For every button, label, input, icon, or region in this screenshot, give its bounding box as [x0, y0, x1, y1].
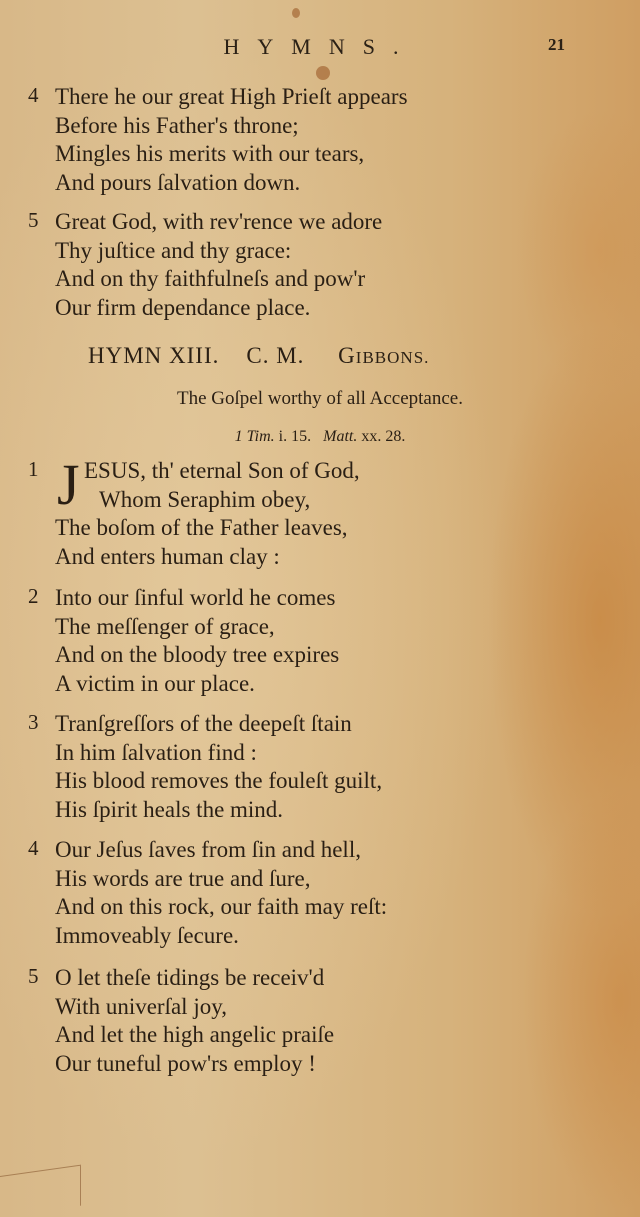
hymn-subtitle: The Goſpel worthy of all Acceptance.: [177, 388, 463, 409]
stanza-1: [28, 452, 360, 571]
author-initial: G: [338, 343, 356, 368]
hymn-number: HYMN XIII.: [88, 343, 220, 368]
scripture-book: Matt.: [323, 428, 358, 445]
verse-line: In him ſalvation find :: [55, 739, 257, 765]
verse-line: And let the high angelic praiſe: [55, 1022, 335, 1047]
scripture-references: [0, 428, 640, 446]
hymn-title: [88, 343, 429, 369]
torn-page-corner: [0, 1165, 81, 1217]
ink-stain: [316, 66, 330, 80]
stanza-prev-4: [28, 83, 408, 197]
verse-line: Our Jeſus ſaves from ſin and hell,: [55, 837, 361, 862]
hymn-meter: C. M.: [246, 343, 305, 368]
verse-line: The boſom of the Father leaves,: [55, 515, 348, 540]
verse-line: The meſſenger of grace,: [55, 613, 275, 639]
stanza-number: 4: [28, 836, 39, 860]
verse-line: Our tuneful pow'rs employ !: [55, 1050, 316, 1076]
stanza-4: [28, 836, 387, 950]
verse-line: Into our ſinful world he comes: [55, 585, 336, 610]
stanza-2: [28, 584, 339, 698]
running-head: HYMNS.: [223, 34, 417, 59]
stanza-number: 2: [28, 584, 39, 608]
verse-line: And enters human clay :: [55, 543, 280, 569]
ink-stain: [292, 8, 300, 18]
drop-cap: J: [57, 452, 80, 517]
verse-line: His words are true and ſure,: [55, 865, 311, 891]
verse-line: Mingles his merits with our tears,: [55, 141, 365, 166]
verse-line: And pours ſalvation down.: [55, 169, 301, 195]
verse-line: There he our great High Prieſt appears: [55, 84, 408, 109]
stanza-number: 3: [28, 710, 39, 734]
page-number: 21: [548, 35, 565, 54]
scripture-verse: i. 15.: [278, 428, 312, 445]
verse-line: Immoveably ſecure.: [55, 922, 239, 948]
author-name: IBBONS.: [355, 348, 430, 367]
stanza-number: 5: [28, 208, 39, 232]
verse-line: With univerſal joy,: [55, 993, 227, 1019]
verse-line: ESUS, th' eternal Son of God,: [84, 458, 360, 483]
verse-line: Our firm dependance place.: [55, 294, 311, 320]
verse-line: His ſpirit heals the mind.: [55, 796, 284, 822]
stanza-number: 4: [28, 83, 39, 107]
verse-line: Whom Seraphim obey,: [99, 486, 311, 512]
verse-line: His blood removes the fouleſt guilt,: [55, 768, 383, 793]
verse-line: And on thy faithfulneſs and pow'r: [55, 266, 366, 291]
verse-line: And on this rock, our faith may reſt:: [55, 894, 388, 919]
verse-line: A victim in our place.: [55, 670, 255, 696]
verse-line: Tranſgreſſors of the deepeſt ſtain: [55, 711, 352, 736]
stanza-number: 5: [28, 964, 39, 988]
verse-line: Before his Father's throne;: [55, 112, 299, 138]
verse-line: And on the bloody tree expires: [55, 642, 340, 667]
verse-line: Great God, with rev'rence we adore: [55, 209, 383, 234]
verse-line: Thy juſtice and thy grace:: [55, 237, 292, 263]
scripture-verse: xx. 28.: [361, 428, 406, 445]
stanza-5: [28, 964, 334, 1078]
scripture-book: 1 Tim.: [234, 428, 275, 445]
stanza-number: 1: [28, 457, 39, 481]
stanza-3: [28, 710, 382, 824]
verse-line: O let theſe tidings be receiv'd: [55, 965, 325, 990]
stanza-prev-5: [28, 208, 382, 322]
